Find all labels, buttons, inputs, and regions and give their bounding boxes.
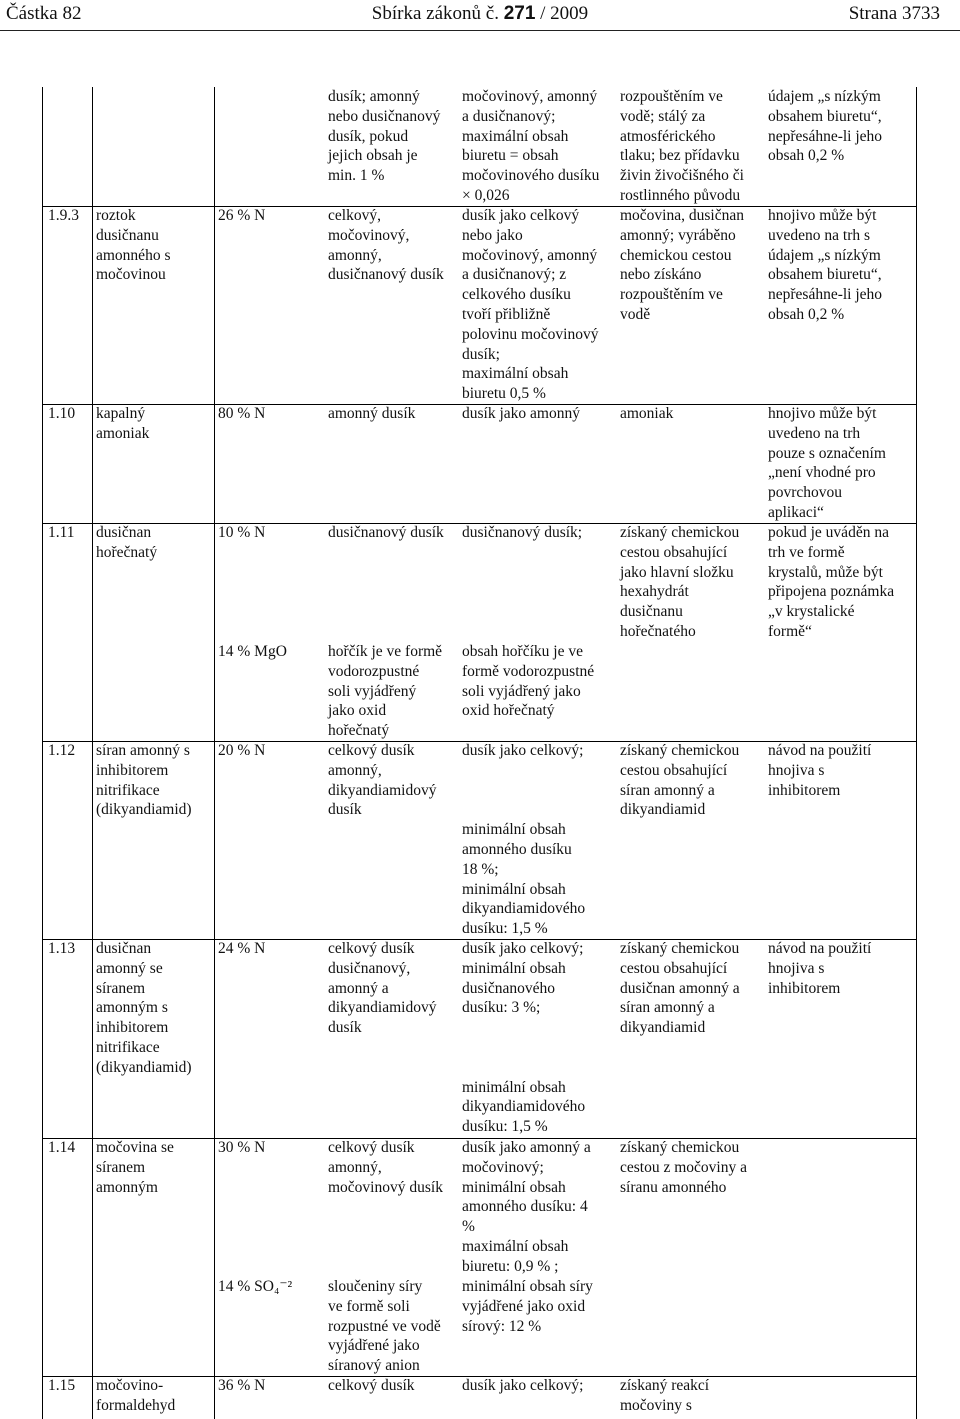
- minimum-content: 14 % SO₄⁻²: [218, 1278, 293, 1295]
- collection-title: [0, 3, 960, 25]
- nutrient-evaluation: dusík jako celkový;: [462, 1377, 584, 1394]
- production-method: močovina, dusičnan amonný; vyráběno chemickou cestou nebo získáno rozpouštěním ve vodě: [620, 207, 744, 323]
- row-number: 1.11: [48, 524, 75, 541]
- nutrient-evaluation: minimální obsah síry vyjádřené jako oxid sírový: 12 %: [462, 1278, 593, 1335]
- minimum-content: 80 % N: [218, 405, 266, 422]
- labeling-note: návod na použití hnojiva s inhibitorem: [768, 742, 872, 799]
- nutrient-evaluation: dusík jako amonný a močovinový; minimální obsah amonného dusíku: 4 % maximální obsah biuretu: 0,9 % ;: [462, 1139, 591, 1275]
- column-divider: [214, 87, 215, 1419]
- production-method: získaný chemickou cestou obsahující dusičnan amonný a síran amonný a dikyandiamid: [620, 940, 740, 1037]
- law-number: 271: [503, 3, 536, 24]
- row-number: 1.12: [48, 742, 76, 759]
- nutrient-form: sloučeniny síry ve formě soli rozpustné ve vodě vyjádřené jako síranový anion: [328, 1278, 441, 1375]
- nutrient-form: celkový dusík dusičnanový, amonný a dikyandiamidový dusík: [328, 940, 437, 1037]
- production-method: amoniak: [620, 405, 674, 422]
- minimum-content: 36 % N: [218, 1377, 266, 1394]
- fertilizer-type: dusičnan amonný se síranem amonným s inhibitorem nitrifikace (dikyandiamid): [96, 940, 192, 1076]
- nutrient-form: celkový dusík amonný, dikyandiamidový dusík: [328, 742, 437, 819]
- labeling-note: údajem „s nízkým obsahem biuretu“, nepřesáhne-li jeho obsah 0,2 %: [768, 88, 883, 165]
- labeling-note: návod na použití hnojiva s inhibitorem: [768, 940, 872, 997]
- column-divider: [42, 87, 43, 1419]
- nutrient-evaluation: dusík jako celkový; minimální obsah amonného dusíku 18 %; minimální obsah dikyandiamidového dusíku: 1,5 %: [462, 742, 586, 938]
- row-number: 1.14: [48, 1139, 76, 1156]
- minimum-content: 26 % N: [218, 207, 266, 224]
- nutrient-evaluation: obsah hořčíku je ve formě vodorozpustné soli vyjádřený jako oxid hořečnatý: [462, 643, 595, 720]
- minimum-content: 10 % N: [218, 524, 266, 541]
- row-number: 1.13: [48, 940, 76, 957]
- nutrient-form: amonný dusík: [328, 405, 416, 422]
- page-number: Strana 3733: [848, 3, 940, 24]
- nutrient-form: dusík; amonný nebo dusičnanový dusík, pokud jejich obsah je min. 1 %: [328, 88, 441, 185]
- nutrient-form: hořčík je ve formě vodorozpustné soli vyjádřený jako oxid hořečnatý: [328, 643, 443, 740]
- issue-number: Částka 82: [6, 3, 82, 24]
- production-method: získaný chemickou cestou obsahující síran amonný a dikyandiamid: [620, 742, 740, 819]
- nutrient-form: celkový dusík amonný, močovinový dusík: [328, 1139, 443, 1196]
- minimum-content: 14 % MgO: [218, 643, 287, 660]
- nutrient-evaluation: dusík jako amonný: [462, 405, 580, 422]
- row-number: 1.15: [48, 1377, 76, 1394]
- minimum-content: 30 % N: [218, 1139, 266, 1156]
- nutrient-form: celkový dusík: [328, 1377, 415, 1394]
- collection-year: / 2009: [540, 3, 589, 24]
- production-method: získaný chemickou cestou obsahující jako hlavní složku hexahydrát dusičnanu hořečnatého: [620, 524, 740, 640]
- nutrient-evaluation: dusík jako celkový; minimální obsah dusičnanového dusíku: 3 %; minimální obsah dikyandiamidového dusíku: 1,5 %: [462, 940, 586, 1136]
- nutrient-evaluation: dusík jako celkový nebo jako močovinový, amonný a dusičnanový; z celkového dusíku tvoří přibližně polovinu močovinový dusík; maximální obsah biuretu 0,5 %: [462, 207, 599, 403]
- nutrient-form: celkový, močovinový, amonný, dusičnanový dusík: [328, 207, 444, 284]
- column-divider: [92, 87, 93, 1419]
- fertilizer-type: kapalný amoniak: [96, 405, 150, 442]
- nutrient-form: dusičnanový dusík: [328, 524, 444, 541]
- page-header: [0, 0, 960, 31]
- row-number: 1.9.3: [48, 207, 79, 224]
- fertilizer-type: roztok dusičnanu amonného s močovinou: [96, 207, 171, 284]
- nutrient-evaluation: močovinový, amonný a dusičnanový; maximální obsah biuretu = obsah močovinového dusíku × 0,026: [462, 88, 600, 204]
- fertilizer-type: síran amonný s inhibitorem nitrifikace (dikyandiamid): [96, 742, 192, 819]
- production-method: získaný chemickou cestou z močoviny a síranu amonného: [620, 1139, 747, 1196]
- production-method: rozpouštěním ve vodě; stálý za atmosférického tlaku; bez přídavku živin živočišného či rostlinného původu: [620, 88, 744, 204]
- fertilizer-type: močovina se síranem amonným: [96, 1139, 174, 1196]
- fertilizer-type: dusičnan hořečnatý: [96, 524, 158, 561]
- fertilizer-type: močovino- formaldehyd: [96, 1377, 176, 1414]
- row-number: 1.10: [48, 405, 76, 422]
- minimum-content: 20 % N: [218, 742, 266, 759]
- labeling-note: hnojivo může být uvedeno na trh pouze s označením „není vhodné pro povrchovou aplikaci“: [768, 405, 886, 521]
- labeling-note: pokud je uváděn na trh ve formě krystalů, může být připojena poznámka „v krystalické formě“: [768, 524, 895, 640]
- minimum-content: 24 % N: [218, 940, 266, 957]
- labeling-note: hnojivo může být uvedeno na trh s údajem „s nízkým obsahem biuretu“, nepřesáhne-li jeho obsah 0,2 %: [768, 207, 883, 323]
- production-method: získaný reakcí močoviny s: [620, 1377, 710, 1414]
- nutrient-evaluation: dusičnanový dusík;: [462, 524, 583, 541]
- collection-prefix: Sbírka zákonů č.: [371, 3, 499, 24]
